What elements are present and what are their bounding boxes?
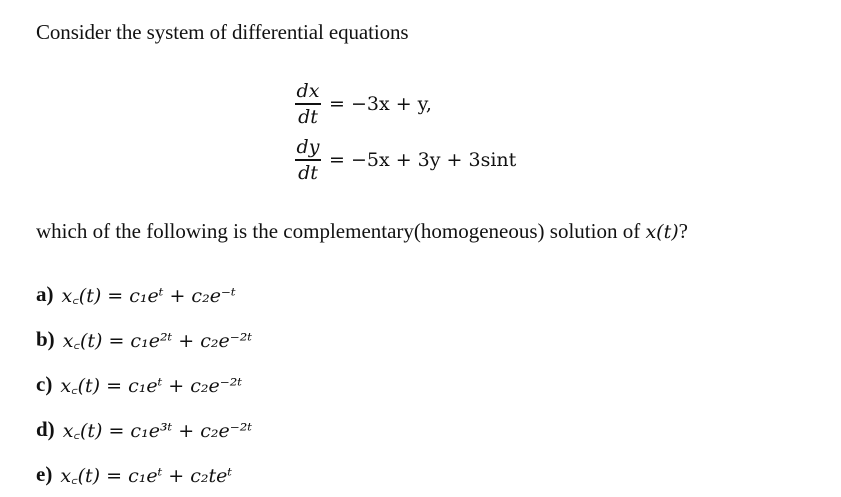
equation-dx xyxy=(293,76,516,132)
answer-options xyxy=(36,272,252,497)
option-label: c) xyxy=(36,372,53,396)
option-label: e) xyxy=(36,462,53,486)
fraction-numerator: dy xyxy=(296,136,320,159)
option-formula: x꜀(t) = c₁eᵗ + c₂e⁻²ᵗ xyxy=(60,374,243,397)
fraction-denominator: dt xyxy=(298,105,318,128)
fraction-numerator: dx xyxy=(296,80,320,103)
option-d[interactable] xyxy=(36,407,252,452)
derivative-fraction xyxy=(293,135,323,185)
question-text xyxy=(36,219,688,244)
equation-rhs: = −5x + 3y + 3sint xyxy=(329,149,517,171)
option-formula: x꜀(t) = c₁eᵗ + c₂e⁻ᵗ xyxy=(61,284,236,307)
equation-rhs: = −3x + y, xyxy=(329,93,432,115)
option-e[interactable] xyxy=(36,452,252,497)
derivative-fraction xyxy=(293,79,323,129)
option-b[interactable] xyxy=(36,317,252,362)
option-formula: x꜀(t) = c₁e²ᵗ + c₂e⁻²ᵗ xyxy=(62,329,253,352)
option-a[interactable] xyxy=(36,272,252,317)
question-body: which of the following is the complementary(homogeneous) solution of xyxy=(36,219,646,243)
option-label: b) xyxy=(36,327,55,351)
option-formula: x꜀(t) = c₁eᵗ + c₂teᵗ xyxy=(60,464,233,487)
question-math: x(t) xyxy=(645,221,679,243)
option-label: d) xyxy=(36,417,55,441)
fraction-denominator: dt xyxy=(298,161,318,184)
equation-system xyxy=(293,76,516,188)
option-label: a) xyxy=(36,282,54,306)
equation-dy xyxy=(293,132,516,188)
option-formula: x꜀(t) = c₁e³ᵗ + c₂e⁻²ᵗ xyxy=(62,419,253,442)
question-mark: ? xyxy=(678,219,688,243)
problem-intro: Consider the system of differential equations xyxy=(36,20,409,44)
option-c[interactable] xyxy=(36,362,252,407)
